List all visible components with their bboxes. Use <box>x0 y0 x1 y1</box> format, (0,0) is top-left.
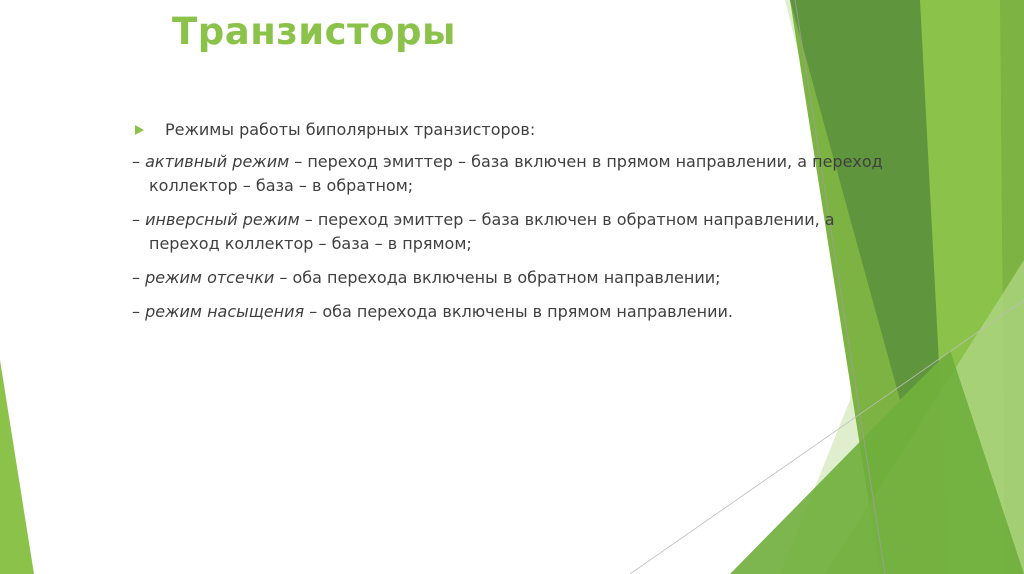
item-dash: – <box>132 210 146 229</box>
item-mode: режим отсечки <box>145 268 275 287</box>
item-text: – оба перехода включены в обратном направлении; <box>274 268 721 287</box>
left-green-sliver <box>0 360 34 574</box>
item-dash: – <box>132 268 146 287</box>
list-item <box>132 208 892 256</box>
item-mode: инверсный режим <box>145 210 300 229</box>
bullet-text: Режимы работы биполярных транзисторов: <box>165 120 536 139</box>
item-text: – переход эмиттер – база включен в обратном направлении, а переход коллектор – база – в прямом; <box>149 210 835 253</box>
list-item <box>132 266 892 290</box>
item-dash: – <box>132 302 146 321</box>
item-mode: режим насыщения <box>145 302 305 321</box>
item-text: – переход эмиттер – база включен в прямом направлении, а переход коллектор – база – в обратном; <box>149 152 883 195</box>
triangle-bullet-icon <box>135 125 144 135</box>
bullet-heading <box>132 118 892 142</box>
list-item <box>132 150 892 198</box>
slide-title: Транзисторы <box>172 10 456 53</box>
item-text: – оба перехода включены в прямом направлении. <box>304 302 733 321</box>
item-mode: активный режим <box>145 152 290 171</box>
list-item <box>132 300 892 324</box>
slide-content <box>132 118 892 334</box>
item-dash: – <box>132 152 146 171</box>
